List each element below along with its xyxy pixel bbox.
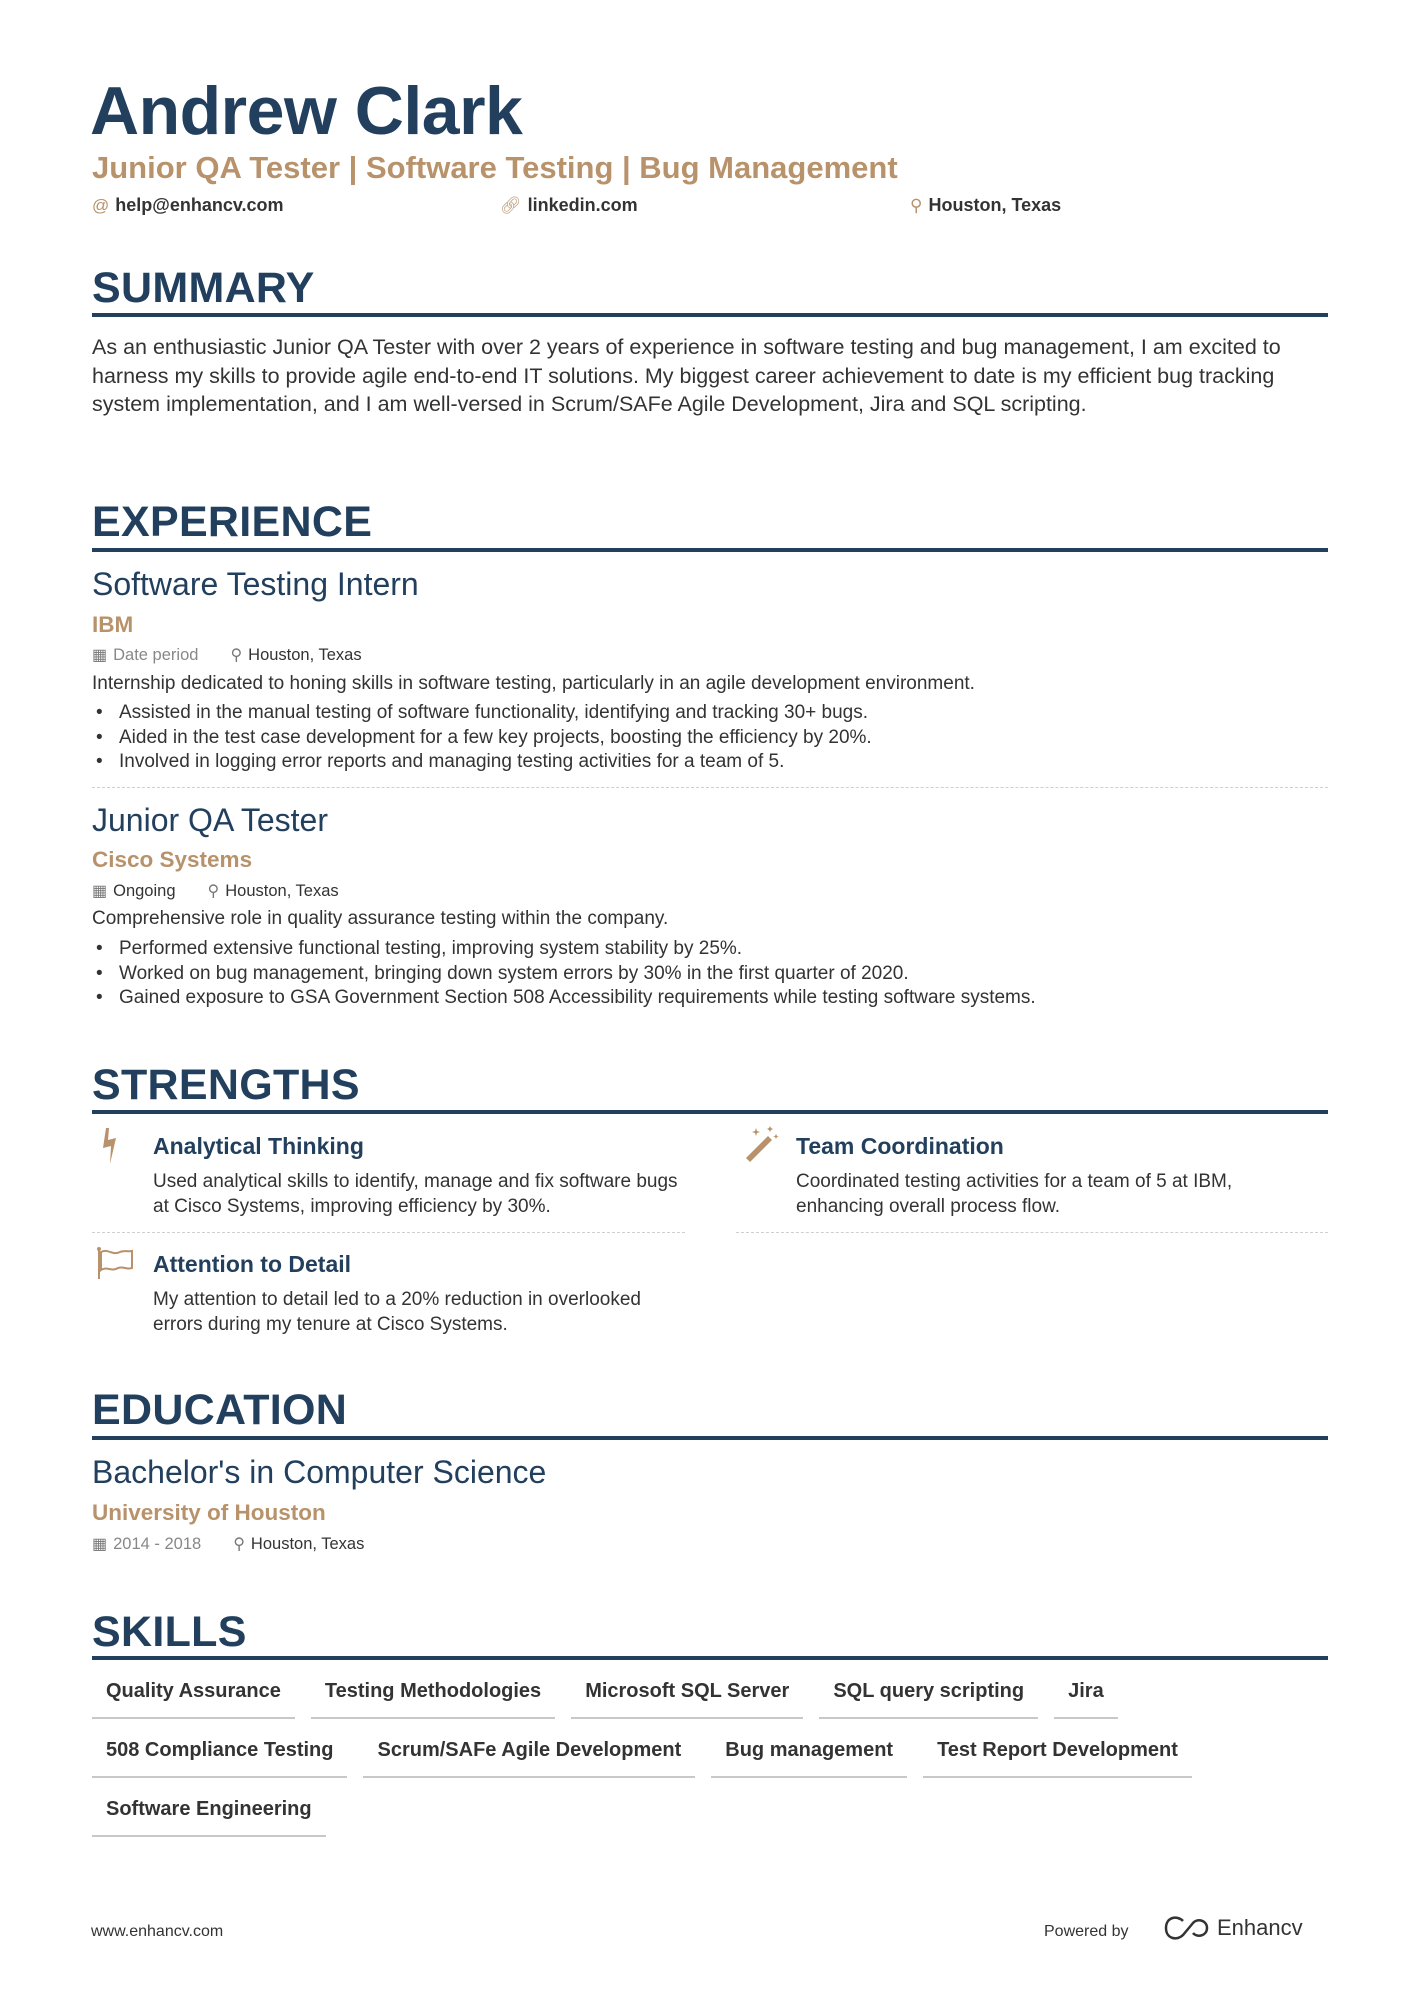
job-company: Cisco Systems <box>92 847 253 872</box>
strength-description: Coordinated testing activities for a team of 5 at IBM, enhancing overall process flow. <box>796 1171 1233 1217</box>
contact-linkedin[interactable] <box>500 195 638 216</box>
strength-description: My attention to detail led to a 20% reduction in overlooked errors during my tenure at Cisco Systems. <box>153 1289 641 1335</box>
education-date: 2014 - 2018 <box>113 1534 202 1553</box>
job-bullets <box>92 937 1036 1011</box>
bullet: • Aided in the test case development for a few key projects, boosting the efficiency by 20%. <box>92 726 872 751</box>
calendar-icon: ▦ <box>92 1536 108 1553</box>
skill-tag: Bug management <box>711 1735 907 1778</box>
degree-title: Bachelor's in Computer Science <box>92 1454 547 1490</box>
skill-tag: Scrum/SAFe Agile Development <box>363 1735 695 1778</box>
skill-tag: Software Engineering <box>92 1794 326 1837</box>
candidate-name: Andrew Clark <box>90 73 523 149</box>
location-icon: ⚲ <box>910 195 923 215</box>
skill-tag: SQL query scripting <box>819 1676 1038 1719</box>
lightning-icon <box>100 1126 124 1171</box>
contact-email[interactable] <box>92 195 284 216</box>
strength-description: Used analytical skills to identify, manage and fix software bugs at Cisco Systems, improving efficiency by 30%. <box>153 1171 678 1217</box>
skills-list <box>92 1676 1342 1837</box>
magic-wand-icon <box>740 1124 780 1169</box>
education-meta <box>92 1534 364 1554</box>
bullet: • Assisted in the manual testing of software functionality, identifying and tracking 30+ bugs. <box>92 701 872 726</box>
skill-tag: Testing Methodologies <box>311 1676 555 1719</box>
bullet: • Performed extensive functional testing, improving system stability by 25%. <box>92 937 1036 962</box>
job-description: Comprehensive role in quality assurance testing within the company. <box>92 908 669 929</box>
item-divider <box>92 787 1328 788</box>
powered-by-label: Powered by <box>1044 1923 1129 1940</box>
linkedin-text: linkedin.com <box>527 195 638 215</box>
bullet: • Worked on bug management, bringing down system errors by 30% in the first quarter of 2020. <box>92 962 1036 987</box>
job-date: Ongoing <box>113 881 176 900</box>
candidate-title: Junior QA Tester | Software Testing | Bug Management <box>92 150 898 185</box>
section-divider <box>92 548 1328 552</box>
contact-location <box>910 195 1061 216</box>
job-location: Houston, Texas <box>225 881 339 900</box>
section-divider <box>92 313 1328 317</box>
skill-tag: Jira <box>1054 1676 1118 1719</box>
footer-website[interactable]: www.enhancv.com <box>91 1923 224 1940</box>
item-divider <box>92 1232 685 1233</box>
experience-heading: EXPERIENCE <box>92 498 373 546</box>
strength-title: Attention to Detail <box>153 1251 352 1277</box>
item-divider <box>736 1232 1328 1233</box>
section-divider <box>92 1436 1328 1440</box>
job-location: Houston, Texas <box>248 645 362 664</box>
at-icon: @ <box>92 195 110 215</box>
flag-icon <box>96 1246 136 1285</box>
location-text: Houston, Texas <box>928 195 1062 215</box>
job-meta <box>92 645 362 665</box>
enhancv-brand: Enhancv <box>1217 1915 1303 1940</box>
calendar-icon: ▦ <box>92 647 108 664</box>
job-bullets <box>92 701 872 775</box>
email-text: help@enhancv.com <box>115 195 284 215</box>
location-icon: ⚲ <box>233 1536 245 1553</box>
summary-text: As an enthusiastic Junior QA Tester with over 2 years of experience in software testing and bug management, I am excited to harness my skills to provide agile end-to-end IT solutions. My biggest career achievement to date is my efficient bug tracking system implementation, and I am well-versed in Scrum/SAFe Agile Development, Jira and SQL scripting. <box>92 335 1281 417</box>
school-name: University of Houston <box>92 1500 326 1525</box>
strengths-heading: STRENGTHS <box>92 1061 360 1109</box>
skill-tag: Microsoft SQL Server <box>571 1676 803 1719</box>
skill-tag: 508 Compliance Testing <box>92 1735 347 1778</box>
job-description: Internship dedicated to honing skills in software testing, particularly in an agile development environment. <box>92 673 975 694</box>
skill-tag: Test Report Development <box>923 1735 1192 1778</box>
strength-title: Team Coordination <box>796 1133 1004 1159</box>
section-divider <box>92 1656 1328 1660</box>
skills-heading: SKILLS <box>92 1608 247 1656</box>
job-meta <box>92 881 339 901</box>
link-icon: 🔗︎ <box>500 195 522 215</box>
bullet: • Involved in logging error reports and managing testing activities for a team of 5. <box>92 750 872 775</box>
job-title: Software Testing Intern <box>92 566 419 602</box>
job-date: Date period <box>113 645 199 664</box>
calendar-icon: ▦ <box>92 883 108 900</box>
summary-heading: SUMMARY <box>92 264 315 312</box>
location-icon: ⚲ <box>230 647 243 664</box>
bullet: • Gained exposure to GSA Government Section 508 Accessibility requirements while testing software systems. <box>92 986 1036 1011</box>
location-icon: ⚲ <box>207 883 220 900</box>
job-company: IBM <box>92 612 134 637</box>
enhancv-logo-icon <box>1163 1915 1211 1941</box>
job-title: Junior QA Tester <box>92 802 328 838</box>
strength-title: Analytical Thinking <box>153 1133 364 1159</box>
enhancv-logo <box>1163 1915 1303 1941</box>
skill-tag: Quality Assurance <box>92 1676 295 1719</box>
education-location: Houston, Texas <box>250 1534 365 1553</box>
education-heading: EDUCATION <box>92 1386 348 1434</box>
section-divider <box>92 1110 1328 1114</box>
